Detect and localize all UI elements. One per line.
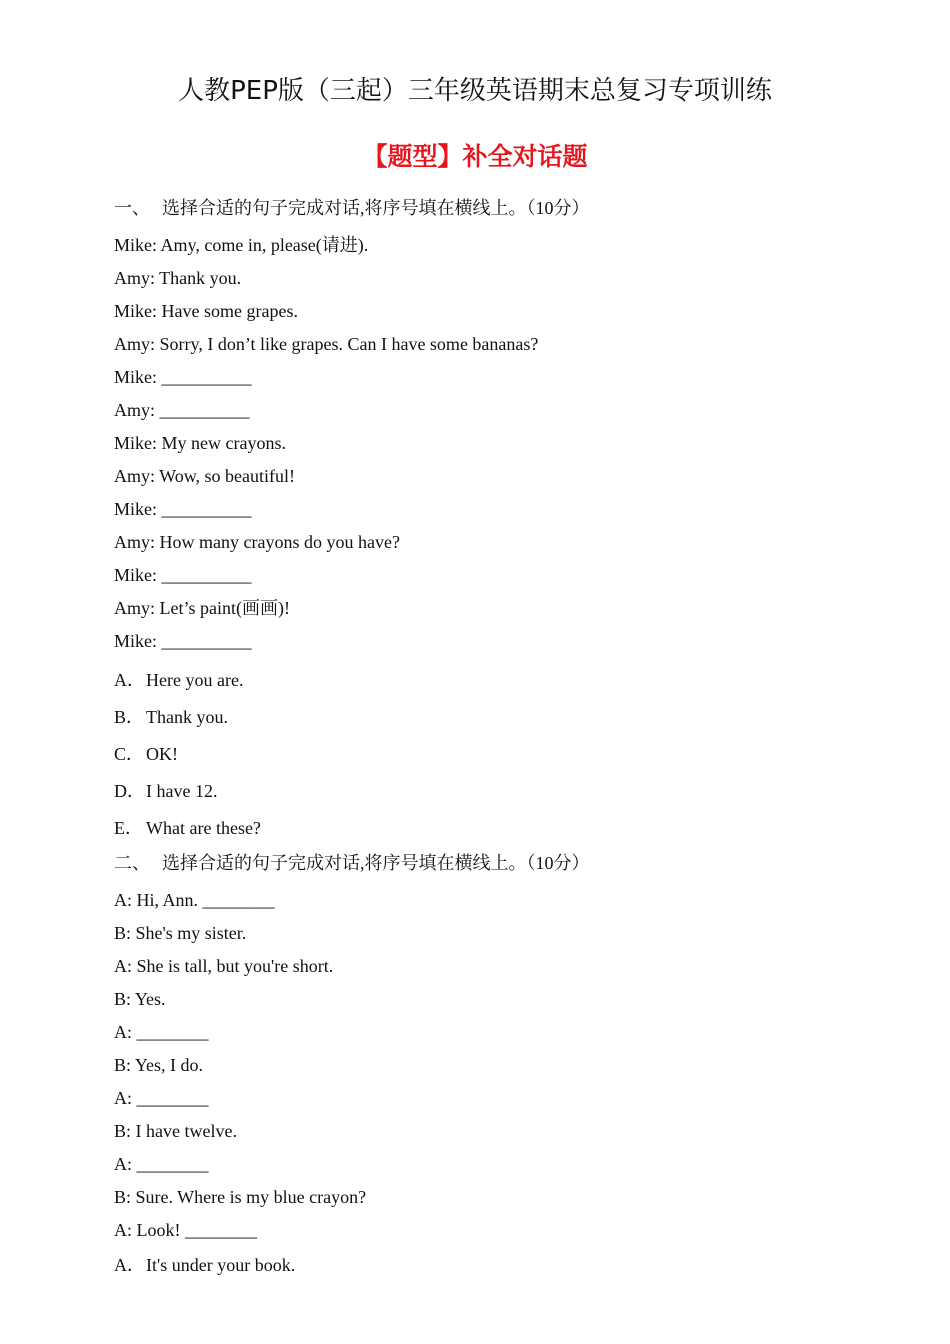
dialogue-line: Mike: My new crayons.: [114, 433, 286, 453]
dialogue-line: B: Yes.: [114, 989, 166, 1009]
section-1-heading: [114, 192, 894, 229]
option-text: What are these?: [146, 818, 261, 838]
section-number: 一、: [114, 198, 150, 218]
dialogue-line-blank: Amy: __________: [114, 400, 250, 420]
option-letter: E．: [114, 818, 143, 838]
dialogue-line-blank: A: ________: [114, 1022, 209, 1042]
option-a: [114, 662, 894, 699]
worksheet-body: [114, 192, 894, 1284]
page-title: 人教PEP版（三起）三年级英语期末总复习专项训练: [178, 76, 772, 106]
option-text: OK!: [146, 744, 178, 764]
dialogue-line-blank: Mike: __________: [114, 631, 252, 651]
section-number: 二、: [114, 853, 150, 873]
option-letter: A．: [114, 1255, 145, 1275]
dialogue-line: Amy: Sorry, I don’t like grapes. Can I have some bananas?: [114, 334, 539, 354]
option-c: [114, 736, 894, 773]
dialogue-line: Amy: Thank you.: [114, 268, 242, 288]
option-text: Thank you.: [146, 707, 228, 727]
dialogue-line: Amy: Let’s paint(画画)!: [114, 598, 290, 618]
option-e: [114, 810, 894, 847]
option-letter: C．: [114, 744, 145, 764]
dialogue-line-blank: A: ________: [114, 1154, 209, 1174]
option-text: It's under your book.: [146, 1255, 296, 1275]
dialogue-line-blank: A: ________: [114, 1088, 209, 1108]
section-instruction: 选择合适的句子完成对话,将序号填在横线上。（10分）: [162, 853, 590, 873]
option-text: I have 12.: [146, 781, 218, 801]
dialogue-line: Amy: Wow, so beautiful!: [114, 466, 296, 486]
option-text: Here you are.: [146, 670, 244, 690]
dialogue-line: B: She's my sister.: [114, 923, 247, 943]
dialogue-line-blank: A: Look! ________: [114, 1220, 257, 1240]
option-d: [114, 773, 894, 810]
section-2-heading: [114, 847, 894, 884]
dialogue-line: B: Sure. Where is my blue crayon?: [114, 1187, 367, 1207]
dialogue-line: Mike: Have some grapes.: [114, 301, 298, 321]
dialogue-line-blank: A: Hi, Ann. ________: [114, 890, 275, 910]
option-b: [114, 699, 894, 736]
question-type-heading: 【题型】补全对话题: [362, 142, 588, 171]
dialogue-line: Mike: Amy, come in, please(请进).: [114, 235, 369, 255]
dialogue-line: B: Yes, I do.: [114, 1055, 204, 1075]
dialogue-line-blank: Mike: __________: [114, 565, 252, 585]
dialogue-line: B: I have twelve.: [114, 1121, 237, 1141]
option-a: [114, 1247, 894, 1284]
dialogue-line-blank: Mike: __________: [114, 499, 252, 519]
dialogue-line: A: She is tall, but you're short.: [114, 956, 334, 976]
option-letter: A．: [114, 670, 145, 690]
dialogue-line-blank: Mike: __________: [114, 367, 252, 387]
dialogue-line: Amy: How many crayons do you have?: [114, 532, 400, 552]
option-letter: D．: [114, 781, 145, 801]
section-instruction: 选择合适的句子完成对话,将序号填在横线上。（10分）: [162, 198, 590, 218]
option-letter: B．: [114, 707, 145, 727]
